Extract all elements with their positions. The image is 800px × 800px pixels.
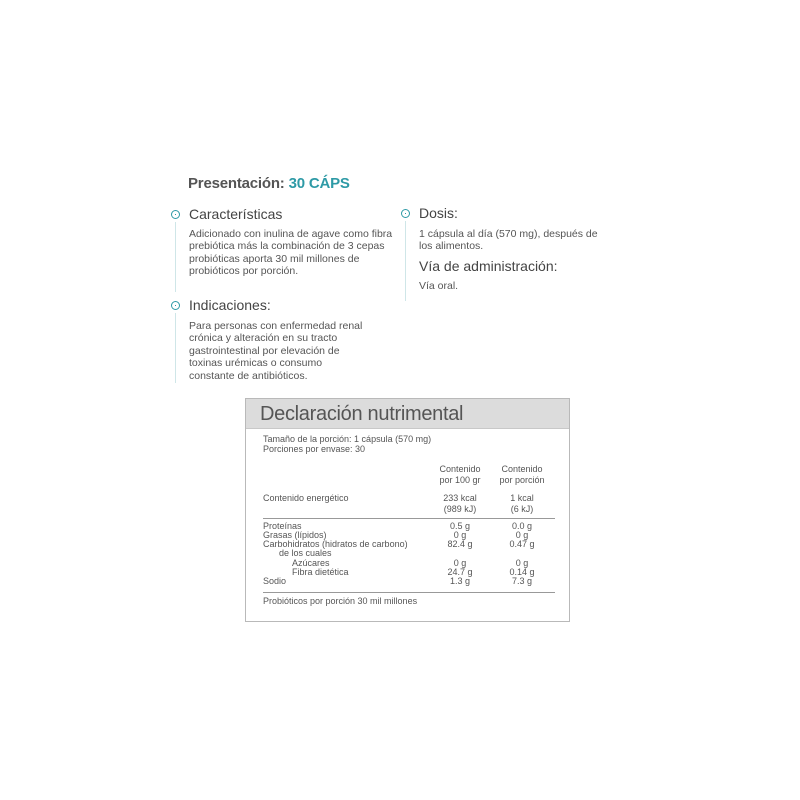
table-row-value-100g: 0 g	[453, 530, 467, 540]
column-header-per-serving	[490, 464, 554, 485]
dosis-text	[419, 228, 598, 253]
caracteristicas-line: Adicionado con inulina de agave como fibra	[189, 228, 393, 240]
caracteristicas-divider	[175, 222, 176, 292]
indicaciones-line: constante de antibióticos.	[189, 369, 308, 382]
table-row-label: Proteínas	[263, 521, 302, 531]
table-row-value-100g: 82.4 g	[447, 539, 473, 549]
table-divider	[263, 592, 555, 593]
indicaciones-heading: Indicaciones:	[189, 297, 271, 313]
table-row-value-serving: 0.47 g	[509, 539, 535, 549]
indicaciones-line: toxinas urémicas o consumo	[189, 357, 323, 370]
table-row-label: Carbohidratos (hidratos de carbono)	[263, 539, 408, 549]
dosis-bullet-icon	[401, 209, 410, 218]
presentation-line	[188, 175, 350, 192]
caracteristicas-line: prebiótica más la combinación de 3 cepas	[189, 240, 385, 253]
via-heading: Vía de administración:	[419, 258, 558, 274]
caracteristicas-text	[189, 228, 392, 278]
column-header-line: Contenido	[501, 464, 543, 474]
nutrition-title: Declaración nutrimental	[260, 403, 464, 425]
table-row-value-serving: 0.0 g	[511, 521, 533, 531]
dosis-line: 1 cápsula al día (570 mg), después de	[419, 228, 598, 240]
caracteristicas-line: probióticos por porción.	[189, 265, 299, 278]
probiotics-footer: Probióticos por porción 30 mil millones	[263, 596, 418, 606]
indicaciones-line: gastrointestinal por elevación de	[189, 344, 340, 357]
serving-size: Tamaño de la porción: 1 cápsula (570 mg)	[263, 434, 432, 444]
column-header-line: Contenido	[439, 464, 481, 474]
table-row-value-serving: 0.14 g	[509, 567, 535, 577]
caracteristicas-heading: Características	[189, 206, 283, 222]
indicaciones-line: crónica y alteración en su tracto	[189, 332, 338, 345]
table-row-value-serving: 0 g	[515, 558, 529, 568]
table-row-label: de los cuales	[279, 548, 332, 558]
presentation-value: 30 CÁPS	[288, 175, 350, 192]
indicaciones-divider	[175, 313, 176, 383]
table-row-label: Sodio	[263, 576, 287, 586]
column-header-per-100g	[428, 464, 492, 485]
nutrition-table	[245, 398, 570, 622]
servings-per-container: Porciones por envase: 30	[263, 444, 366, 454]
energy-label: Contenido energético	[263, 493, 349, 503]
nutrition-header	[246, 399, 569, 429]
table-row-value-100g: 0 g	[453, 558, 467, 568]
column-header-line: por 100 gr	[439, 474, 481, 485]
table-row-label: Azúcares	[292, 558, 330, 568]
table-row-value-100g: 0.5 g	[449, 521, 471, 531]
table-row-value-serving: 7.3 g	[511, 576, 533, 586]
energy-value: 233 kcal	[443, 493, 477, 503]
dosis-divider	[405, 221, 406, 301]
via-text: Vía oral.	[419, 280, 459, 292]
caracteristicas-bullet-icon	[171, 210, 180, 219]
table-row-label: Fibra dietética	[292, 567, 349, 577]
energy-value: 1 kcal	[510, 493, 534, 503]
presentation-label: Presentación:	[188, 175, 285, 192]
table-row-value-100g: 1.3 g	[449, 576, 471, 586]
indicaciones-line: Para personas con enfermedad renal	[189, 320, 363, 332]
energy-per-serving	[490, 493, 554, 514]
dosis-line: los alimentos.	[419, 240, 484, 253]
energy-per-100g	[428, 493, 492, 514]
energy-value: (6 kJ)	[510, 503, 534, 514]
table-divider	[263, 518, 555, 519]
energy-value: (989 kJ)	[443, 503, 477, 514]
indicaciones-bullet-icon	[171, 301, 180, 310]
dosis-heading: Dosis:	[419, 205, 458, 221]
table-row-label: Grasas (lípidos)	[263, 530, 327, 540]
table-row-value-serving: 0 g	[515, 530, 529, 540]
indicaciones-text	[189, 320, 362, 382]
table-row-value-100g: 24.7 g	[447, 567, 473, 577]
column-header-line: por porción	[499, 474, 545, 485]
caracteristicas-line: probióticas aporta 30 mil millones de	[189, 252, 360, 265]
